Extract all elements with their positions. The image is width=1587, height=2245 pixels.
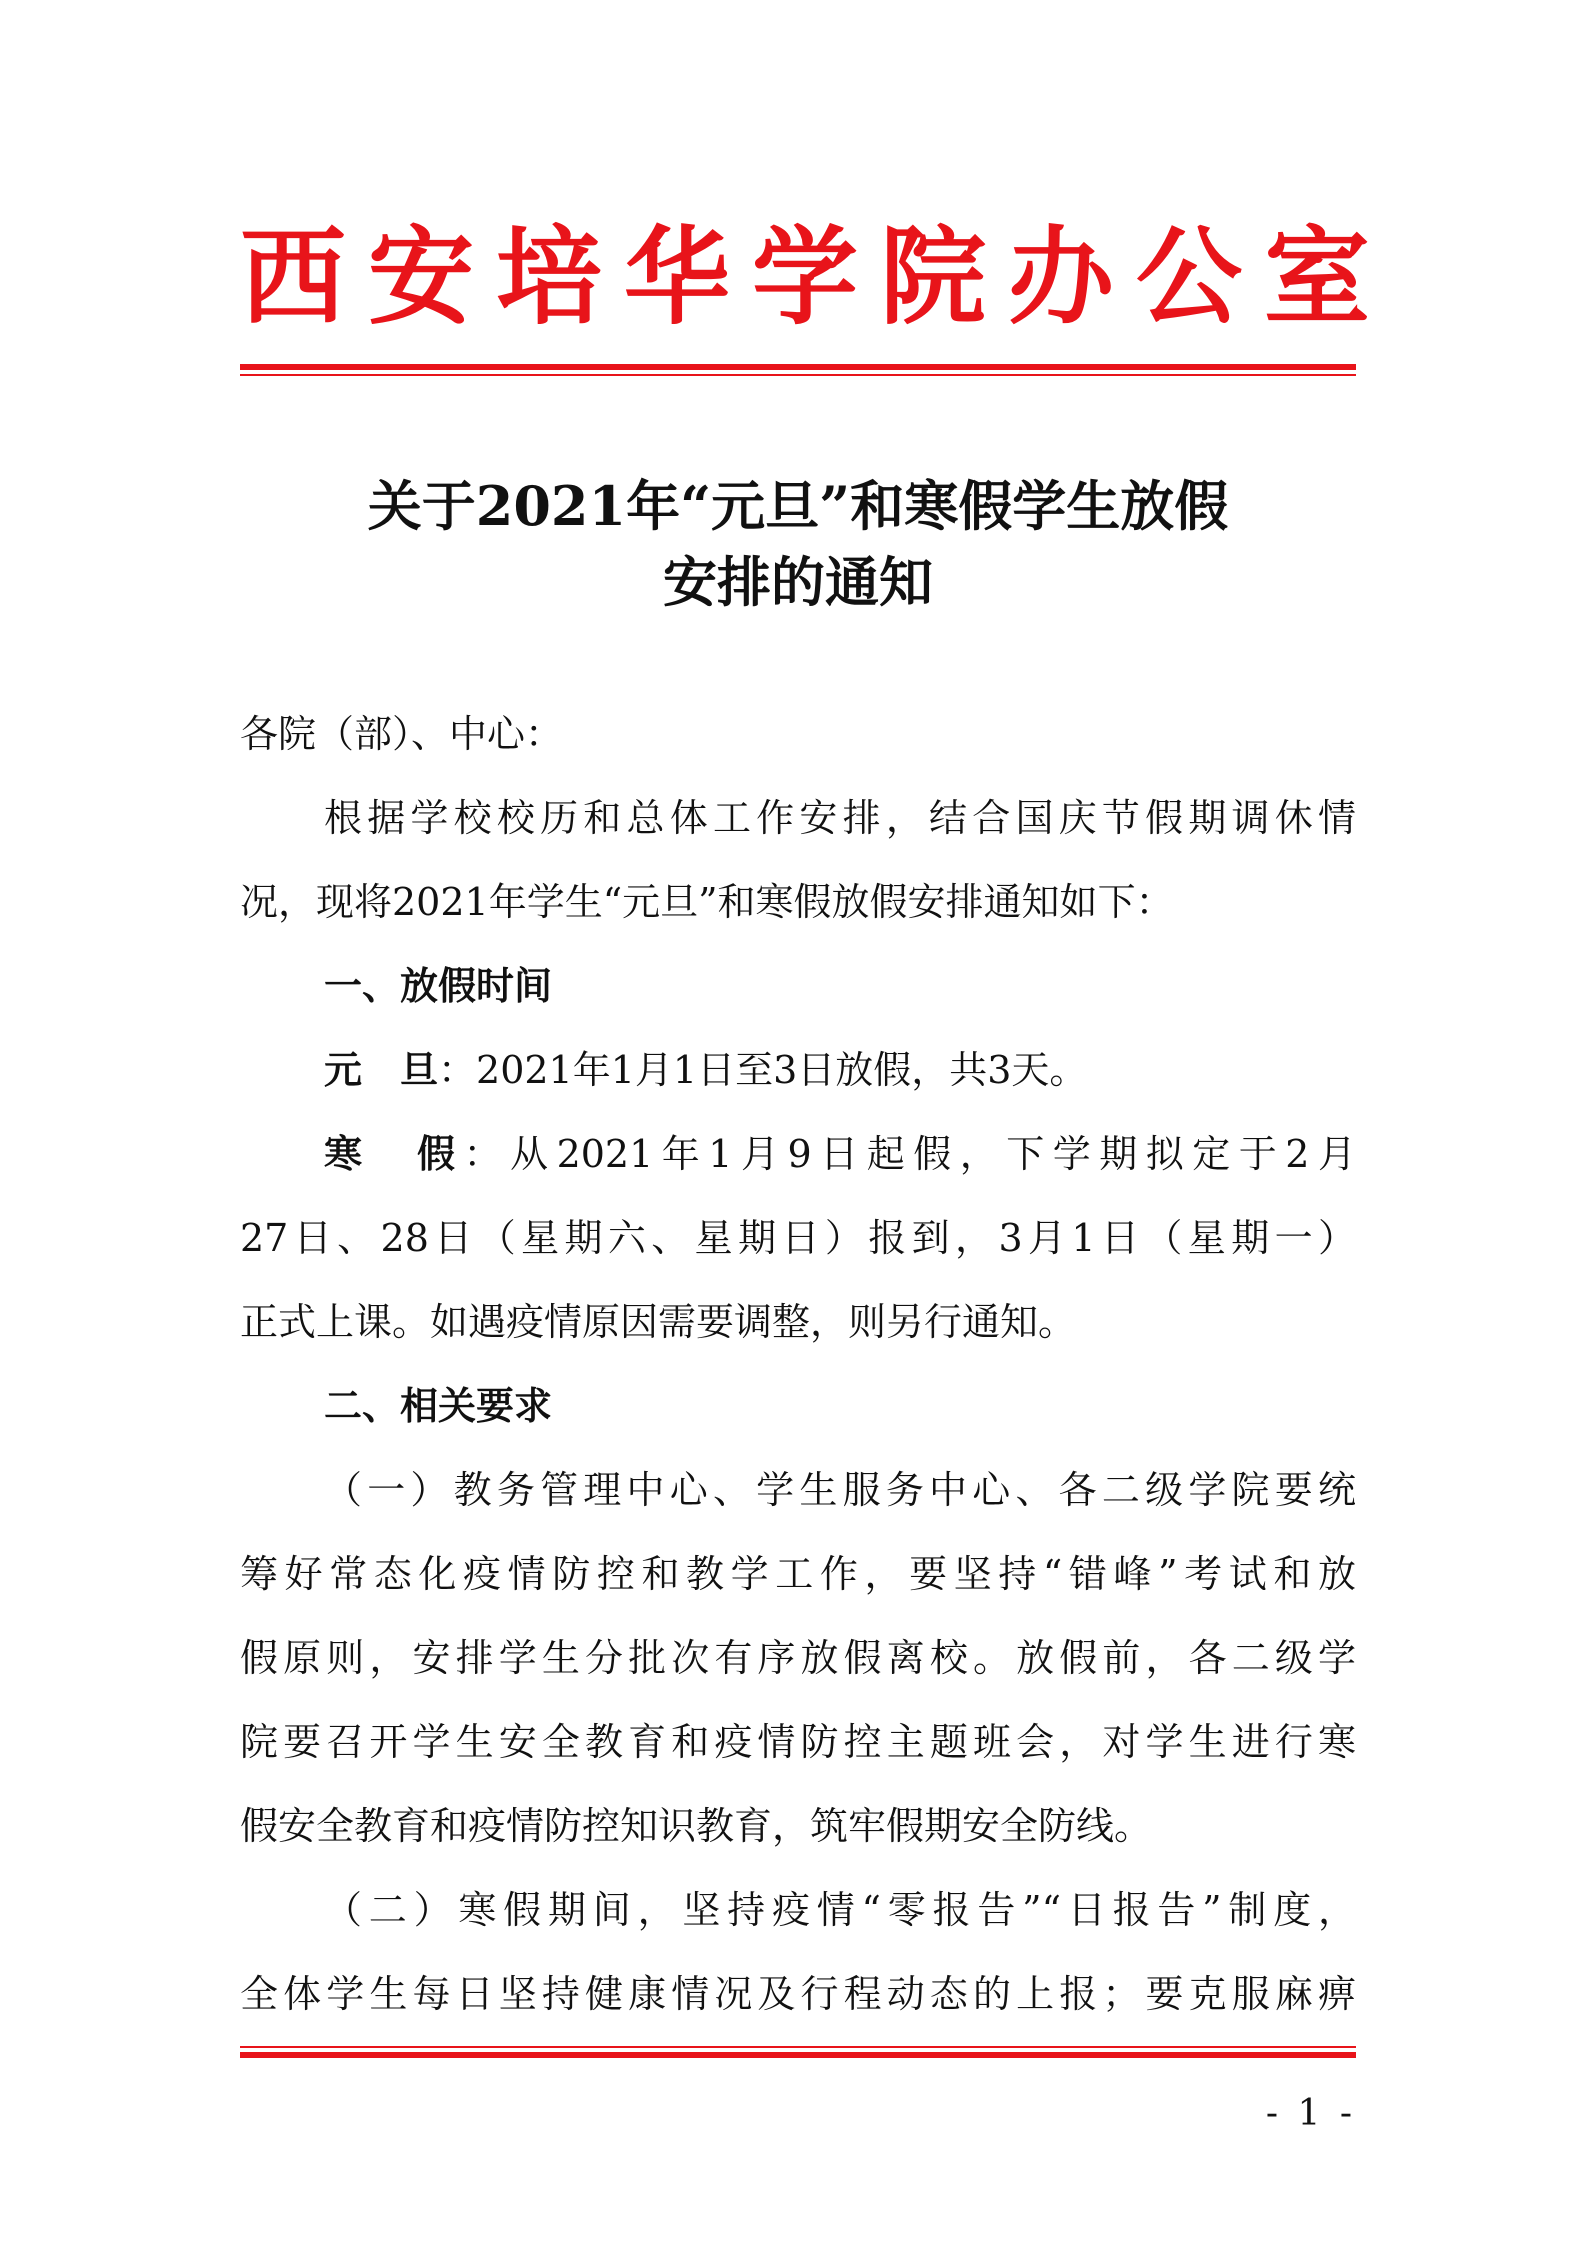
paragraph-line: （二）寒假期间，坚持疫情“零报告”“日报告”制度， xyxy=(324,1888,1356,1932)
paragraph-line: 况，现将2021年学生“元旦”和寒假放假安排通知如下： xyxy=(240,880,1174,924)
salutation: 各院（部）、中心： xyxy=(240,712,564,756)
paragraph-line: 假原则，安排学生分批次有序放假离校。放假前，各二级学 xyxy=(240,1636,1356,1680)
rule-thin-line xyxy=(240,374,1356,376)
hanjia-label: 寒 假 xyxy=(324,1131,464,1176)
letterhead-red-rule xyxy=(240,364,1356,376)
paragraph-line: 27日、28日（星期六、星期日）报到，3月1日（星期一） xyxy=(240,1216,1356,1260)
letterhead-title: 西安培华学院办公室 xyxy=(240,214,1392,339)
footer-red-rule xyxy=(240,2046,1356,2058)
paragraph-line: 院要召开学生安全教育和疫情防控主题班会，对学生进行寒 xyxy=(240,1720,1356,1764)
page-number: - 1 - xyxy=(1265,2093,1356,2134)
paragraph-line: 根据学校校历和总体工作安排，结合国庆节假期调休情 xyxy=(324,796,1356,840)
paragraph-line: 正式上课。如遇疫情原因需要调整，则另行通知。 xyxy=(240,1300,1077,1344)
section-heading-1: 一、放假时间 xyxy=(324,963,553,1008)
yuandan-line xyxy=(324,1040,1356,1100)
paragraph-line: （一）教务管理中心、学生服务中心、各二级学院要统 xyxy=(324,1468,1356,1512)
section-heading-2: 二、相关要求 xyxy=(324,1383,553,1428)
document-title-line-1: 关于2021年“元旦”和寒假学生放假 xyxy=(367,474,1229,538)
document-title-line-2: 安排的通知 xyxy=(663,550,933,614)
paragraph-line: 全体学生每日坚持健康情况及行程动态的上报；要克服麻痹 xyxy=(240,1972,1356,2016)
hanjia-line xyxy=(324,1124,1356,1184)
paragraph-line: 筹好常态化疫情防控和教学工作，要坚持“错峰”考试和放 xyxy=(240,1552,1356,1596)
yuandan-text: ：2021年1月1日至3日放假，共3天。 xyxy=(438,1048,1088,1092)
paragraph-line: 假安全教育和疫情防控知识教育，筑牢假期安全防线。 xyxy=(240,1804,1153,1848)
hanjia-text: ：从2021年1月9日起假，下学期拟定于2月 xyxy=(463,1132,1356,1176)
rule-thick-line xyxy=(240,2052,1356,2058)
yuandan-label: 元 旦 xyxy=(324,1047,439,1092)
